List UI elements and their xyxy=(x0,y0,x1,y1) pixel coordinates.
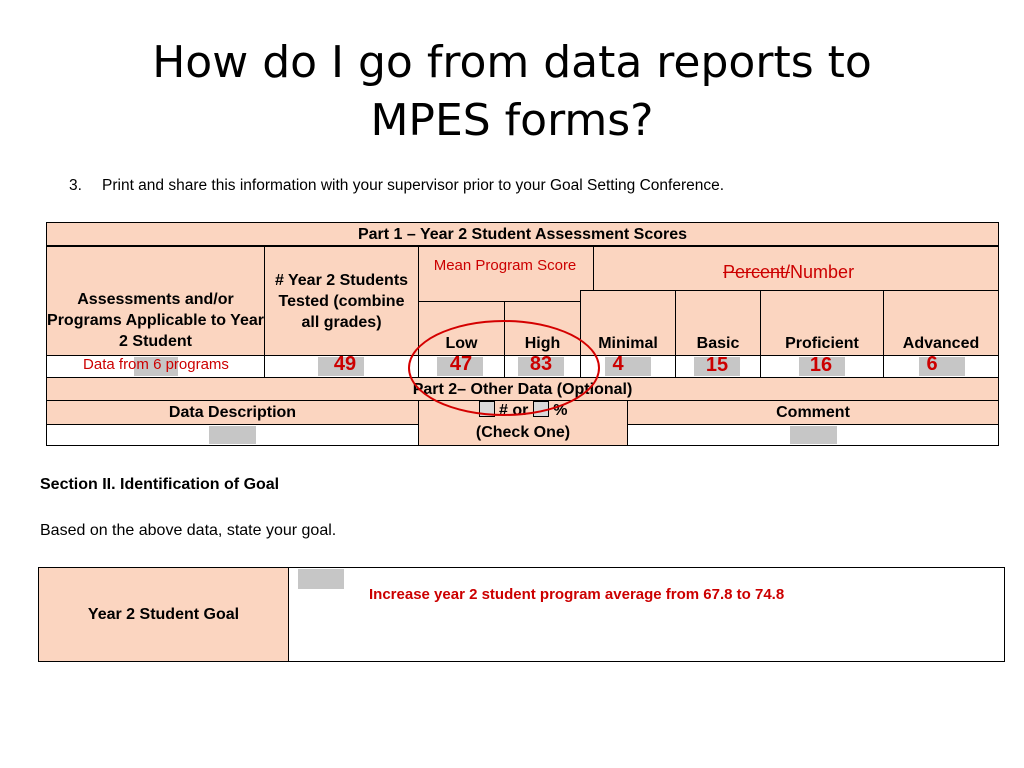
instruction xyxy=(69,177,724,195)
col-advanced: Advanced xyxy=(883,290,999,356)
col-low: Low xyxy=(418,301,505,356)
basic-value: 15 xyxy=(705,354,729,376)
mean-program-score-label: Mean Program Score xyxy=(433,257,577,274)
minimal-value: 4 xyxy=(612,353,624,375)
mean-score-highlight-ellipse xyxy=(408,320,600,416)
advanced-value: 6 xyxy=(926,353,938,375)
row-label: Data from 6 programs xyxy=(83,356,229,373)
proficient-value: 16 xyxy=(809,354,833,376)
goal-text: Increase year 2 student program average from 67.8 to 74.8 xyxy=(369,586,785,603)
goal-prompt: Based on the above data, state your goal. xyxy=(40,522,337,539)
high-value: 83 xyxy=(529,353,553,375)
data-description-field[interactable] xyxy=(209,426,256,444)
part2-header: Part 2– Other Data (Optional) xyxy=(46,377,999,401)
section-heading: Section II. Identification of Goal xyxy=(40,476,280,493)
tested-header-text: # Year 2 Students Tested (combine all grades) xyxy=(274,271,409,331)
goal-text-cell xyxy=(288,567,1005,662)
check-one-line2: (Check One) xyxy=(475,424,571,441)
goal-label-cell xyxy=(38,567,289,662)
number-label: Number xyxy=(790,262,855,282)
slide-title-line2: MPES forms? xyxy=(370,95,654,146)
goal-label: Year 2 Student Goal xyxy=(87,606,240,623)
data-description-header: Data Description xyxy=(46,400,419,425)
tested-value: 49 xyxy=(333,353,357,375)
number-option-label: # or xyxy=(498,402,529,419)
part1-header: Part 1 – Year 2 Student Assessment Scores xyxy=(46,222,999,246)
col-minimal: Minimal xyxy=(580,290,676,356)
comment-field[interactable] xyxy=(790,426,837,444)
low-value: 47 xyxy=(449,353,473,375)
comment-header: Comment xyxy=(627,400,999,425)
assessments-header xyxy=(46,246,265,356)
slide-title-line1: How do I go from data reports to xyxy=(152,37,872,88)
col-high: High xyxy=(504,301,581,356)
assessments-header-text: Assessments and/or Programs Applicable to Year 2 Student xyxy=(47,291,264,350)
col-basic: Basic xyxy=(675,290,761,356)
instruction-number: 3. xyxy=(69,177,82,194)
slide-title xyxy=(0,34,1024,150)
percent-option-label: % xyxy=(553,402,568,419)
percent-number-label xyxy=(723,262,854,283)
percent-strike: Percent/ xyxy=(723,262,791,282)
instruction-text: Print and share this information with your supervisor prior to your Goal Setting Conference. xyxy=(102,177,725,194)
goal-form-field[interactable] xyxy=(298,569,344,589)
col-proficient: Proficient xyxy=(760,290,884,356)
tested-header xyxy=(264,246,419,356)
